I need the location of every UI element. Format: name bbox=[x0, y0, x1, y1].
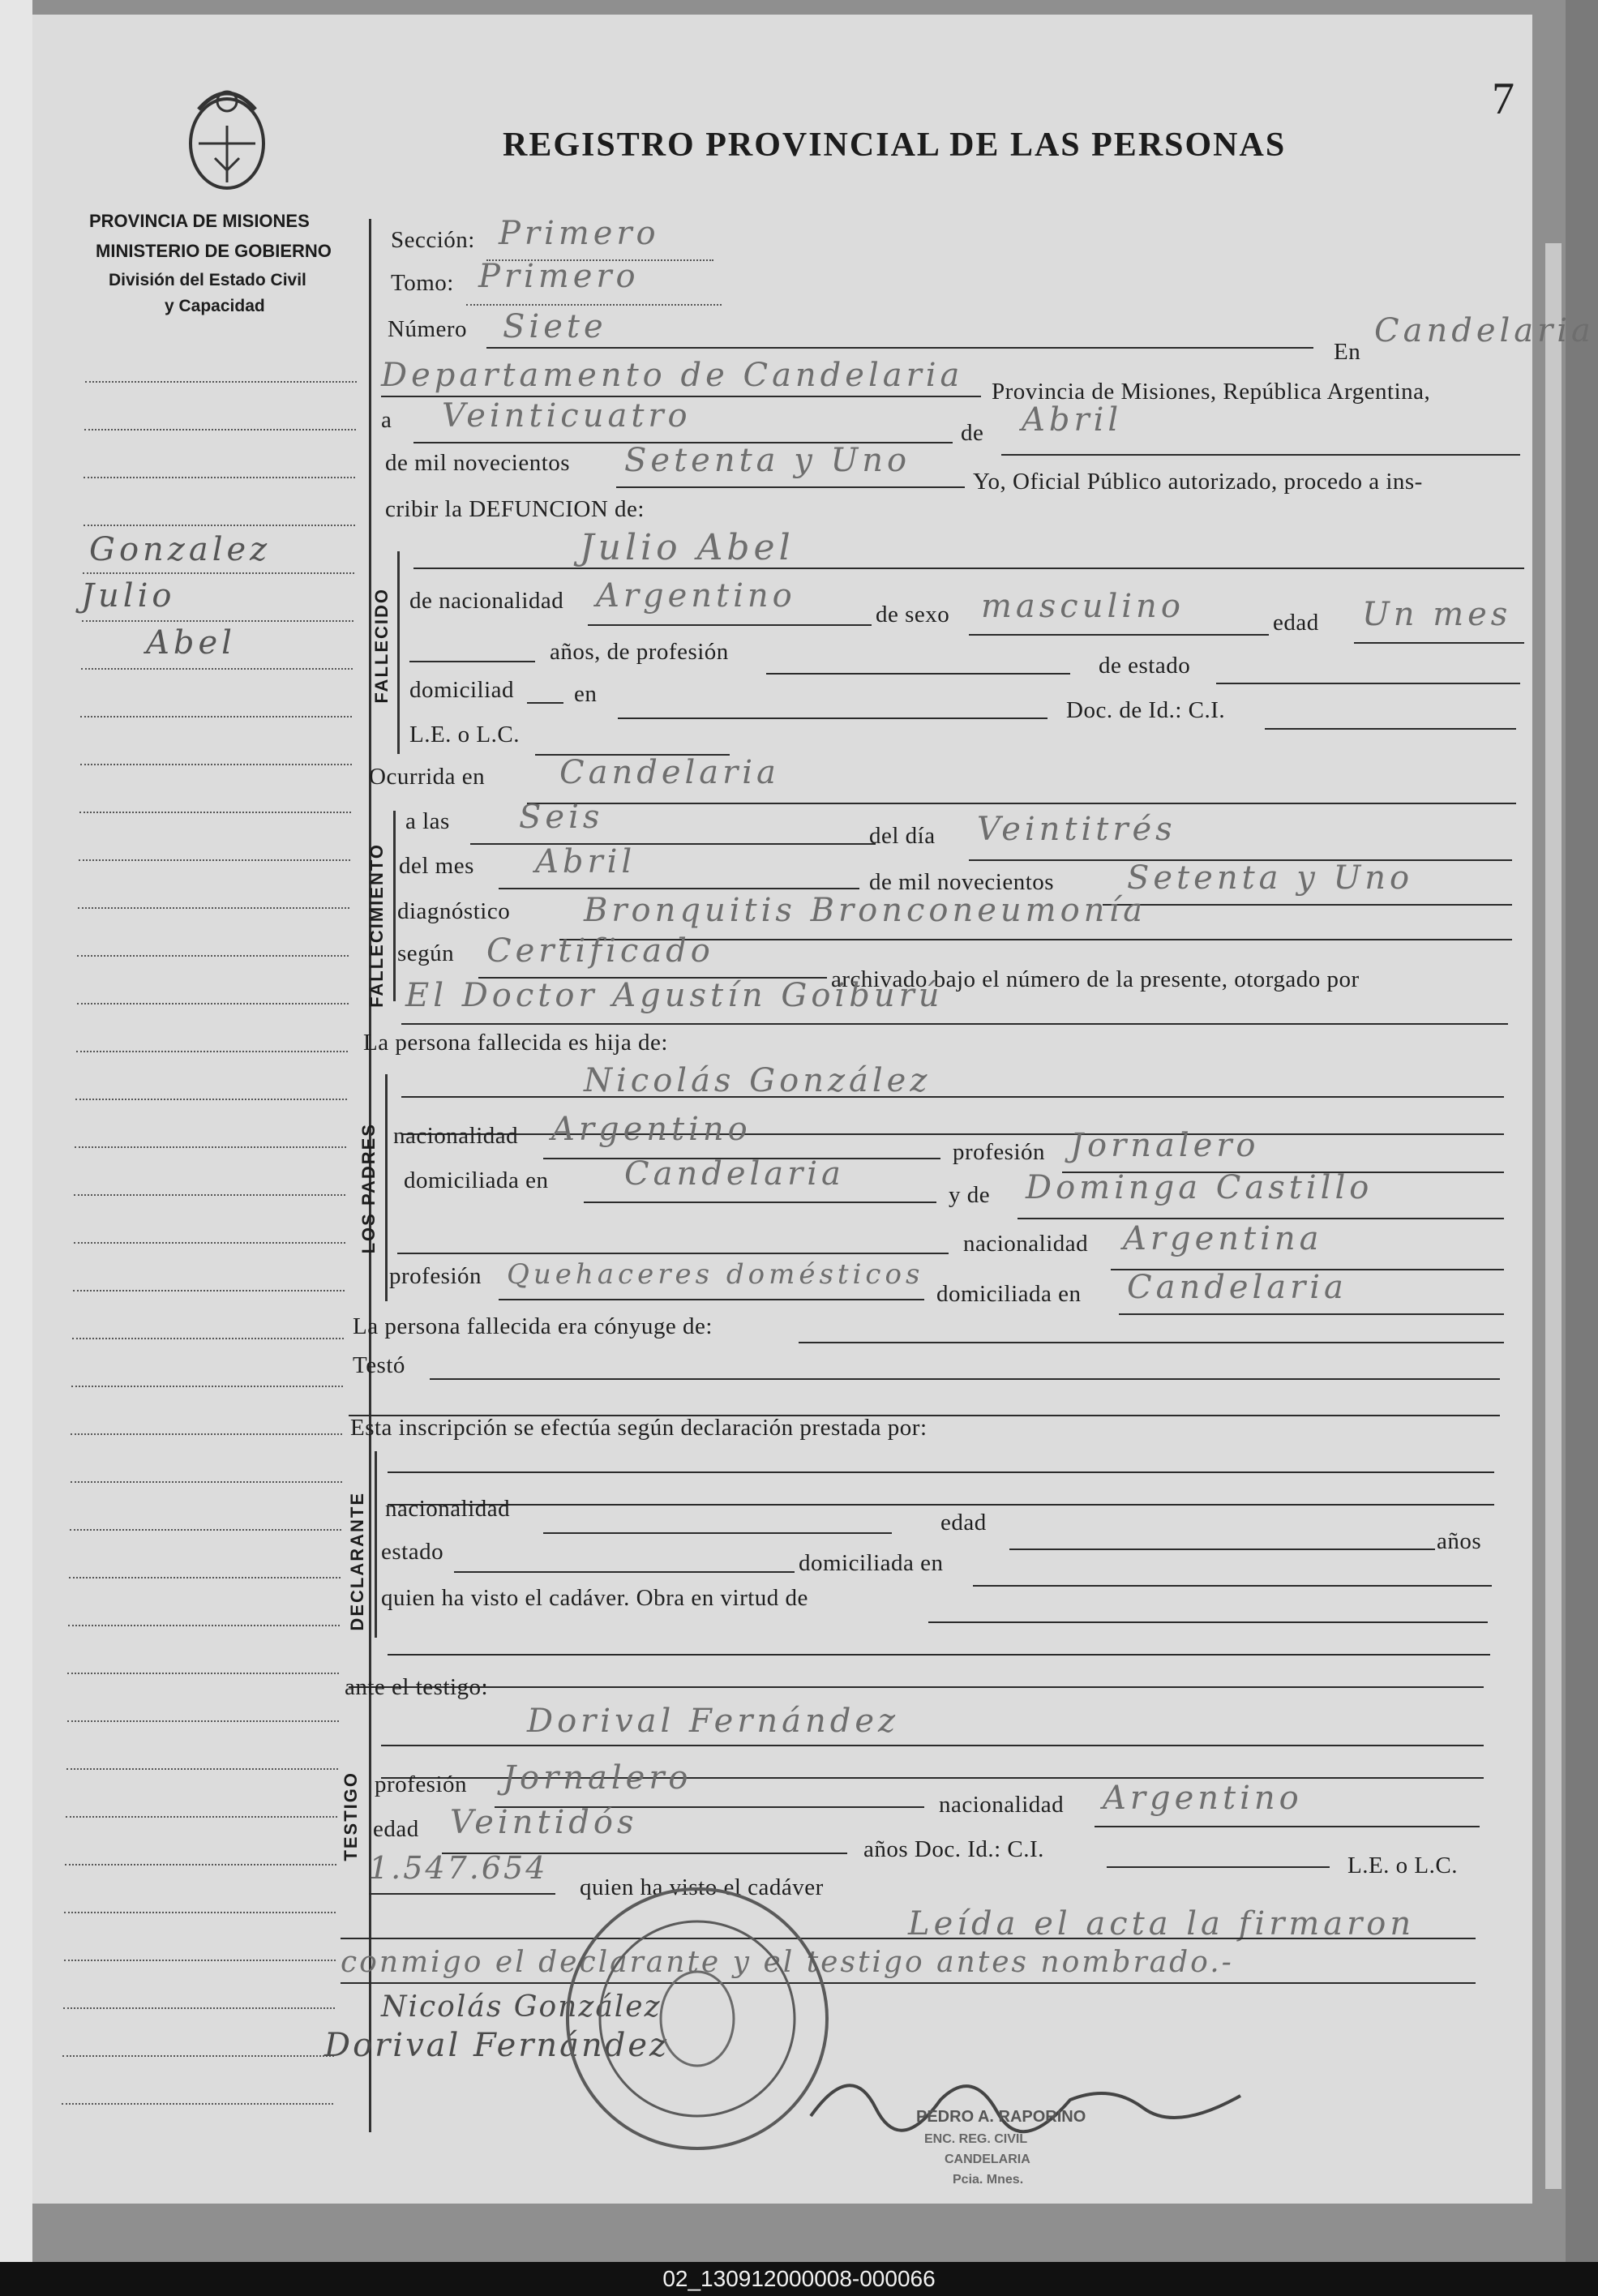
value-testigo-ci: 1.547.654 bbox=[369, 1850, 548, 1886]
margin-name-1: Julio bbox=[81, 577, 176, 615]
margin-dotted-line bbox=[62, 2055, 334, 2057]
line-numero bbox=[486, 347, 1313, 349]
line-tomo bbox=[466, 304, 722, 306]
org-line-3: División del Estado Civil bbox=[109, 271, 306, 289]
margin-dotted-line bbox=[78, 907, 349, 909]
value-nacionalidad: Argentino bbox=[596, 577, 796, 615]
value-sexo: masculino bbox=[981, 588, 1185, 625]
margin-dotted-line bbox=[63, 2007, 335, 2009]
value-numero: Siete bbox=[503, 308, 607, 345]
margin-dotted-line bbox=[62, 2103, 333, 2105]
value-madre-domicilio: Candelaria bbox=[1127, 1269, 1347, 1306]
stamp-officer-name: PEDRO A. RAPORINO bbox=[916, 2108, 1086, 2126]
value-mes: Abril bbox=[1022, 401, 1123, 439]
value-dia: Veinticuatro bbox=[442, 397, 692, 435]
line-testigo-ci-number bbox=[369, 1893, 555, 1895]
label-anos-declarante: años bbox=[1437, 1528, 1482, 1554]
margin-dotted-line bbox=[77, 1003, 349, 1004]
margin-dotted-line bbox=[66, 1816, 337, 1818]
margin-dotted-line bbox=[64, 1960, 336, 1961]
label-nacionalidad-declarante: nacionalidad bbox=[385, 1496, 511, 1522]
value-hora: Seis bbox=[519, 799, 604, 836]
line-madre-2 bbox=[397, 1253, 949, 1254]
declarante-bracket bbox=[375, 1451, 377, 1638]
line-anio-fallec bbox=[1103, 904, 1512, 906]
label-profesion-testigo: profesión bbox=[375, 1771, 468, 1797]
image-id-footer: 02_130912000008-000066 bbox=[0, 2262, 1598, 2296]
value-edad: Un mes bbox=[1362, 596, 1512, 633]
value-madre-nacionalidad: Argentina bbox=[1123, 1220, 1323, 1257]
label-nacionalidad-de: de nacionalidad bbox=[409, 588, 564, 614]
line-padre bbox=[401, 1096, 1504, 1098]
margin-dotted-line bbox=[75, 1146, 346, 1148]
line-declarante-domicilio bbox=[973, 1585, 1492, 1587]
margin-dotted-line bbox=[70, 1529, 341, 1531]
label-edad-declarante: edad bbox=[940, 1510, 987, 1536]
page-edge bbox=[1545, 243, 1562, 2189]
label-ocurrida: Ocurrida en bbox=[369, 764, 486, 790]
label-nacionalidad-testigo: nacionalidad bbox=[939, 1792, 1065, 1818]
line-declarante-edad bbox=[1009, 1549, 1435, 1550]
value-seccion: Primero bbox=[499, 215, 660, 252]
label-domiciliada-madre: domiciliada en bbox=[936, 1281, 1082, 1307]
label-numero: Número bbox=[388, 316, 468, 342]
side-label-testigo: TESTIGO bbox=[341, 1771, 361, 1861]
margin-dotted-line bbox=[85, 381, 357, 383]
label-conyuge: La persona fallecida era cónyuge de: bbox=[353, 1313, 713, 1339]
line-madre-profesion bbox=[499, 1299, 924, 1300]
line-declarante-nombre-2 bbox=[388, 1504, 1494, 1506]
label-del-dia: del día bbox=[869, 823, 936, 849]
value-padre-domicilio: Candelaria bbox=[624, 1155, 845, 1193]
label-seccion: Sección: bbox=[391, 227, 475, 253]
value-anio-fallec: Setenta y Uno bbox=[1127, 859, 1414, 897]
line-declarante-estado bbox=[454, 1571, 795, 1573]
side-label-padres: LOS PADRES bbox=[358, 1123, 379, 1254]
signature-testigo: Dorival Fernández bbox=[324, 2027, 670, 2064]
line-testo bbox=[430, 1378, 1500, 1380]
label-nacionalidad-padre: nacionalidad bbox=[393, 1123, 519, 1149]
line-declarante-nacionalidad bbox=[543, 1532, 892, 1534]
label-anos-profesion: años, de profesión bbox=[550, 639, 729, 665]
label-en: En bbox=[1334, 339, 1361, 365]
padres-bracket bbox=[385, 1074, 388, 1301]
label-anos-doc: años Doc. Id.: C.I. bbox=[863, 1836, 1044, 1862]
fallecido-bracket bbox=[397, 551, 400, 754]
value-cierre-2: conmigo el declarante y el testigo antes nombrado.- bbox=[341, 1946, 1234, 1979]
label-quien-visto-2: quien ha visto el cadáver bbox=[580, 1874, 824, 1900]
margin-dotted-line bbox=[84, 477, 355, 478]
value-testigo-profesion: Jornalero bbox=[503, 1759, 692, 1797]
margin-dotted-line bbox=[66, 1768, 338, 1770]
margin-dotted-line bbox=[80, 716, 352, 718]
value-ocurrida: Candelaria bbox=[559, 754, 780, 791]
margin-dotted-line bbox=[71, 1386, 343, 1387]
label-le-lc-testigo: L.E. o L.C. bbox=[1347, 1853, 1458, 1878]
value-anio: Setenta y Uno bbox=[624, 442, 911, 479]
line-cierre-1 bbox=[341, 1938, 1476, 1939]
value-departamento: Departamento de Candelaria bbox=[381, 357, 964, 394]
label-testo: Testó bbox=[353, 1352, 405, 1378]
label-domiciliad: domiciliad bbox=[409, 677, 515, 703]
line-testigo-nombre bbox=[381, 1745, 1484, 1746]
value-en: Candelaria bbox=[1374, 312, 1595, 349]
margin-dotted-line bbox=[69, 1577, 341, 1578]
line-sexo bbox=[969, 634, 1269, 636]
line-anio bbox=[616, 486, 965, 488]
org-line-2: MINISTERIO DE GOBIERNO bbox=[96, 241, 332, 261]
line-testigo-ci bbox=[1107, 1866, 1330, 1868]
label-segun: según bbox=[397, 940, 455, 966]
value-testigo-nombre: Dorival Fernández bbox=[527, 1703, 900, 1740]
line-otorgado-por bbox=[401, 1023, 1508, 1025]
label-de-mil-2: de mil novecientos bbox=[869, 869, 1055, 895]
stamp-officer-province: Pcia. Mnes. bbox=[953, 2173, 1024, 2187]
line-ci bbox=[1265, 728, 1516, 730]
value-testigo-nacionalidad: Argentino bbox=[1103, 1780, 1303, 1817]
label-domiciliada-padre: domiciliada en bbox=[404, 1167, 549, 1193]
label-profesion-madre: profesión bbox=[389, 1263, 482, 1289]
margin-dotted-line bbox=[80, 764, 352, 765]
margin-dotted-line bbox=[83, 572, 354, 574]
stamp-officer-place: CANDELARIA bbox=[945, 2152, 1030, 2166]
value-otorgado-por: El Doctor Agustín Goiburú bbox=[405, 977, 944, 1014]
margin-dotted-line bbox=[79, 859, 350, 861]
side-label-fallecimiento: FALLECIMIENTO bbox=[366, 843, 387, 1008]
label-de-mil: de mil novecientos bbox=[385, 450, 571, 476]
value-padre: Nicolás González bbox=[584, 1062, 932, 1099]
margin-dotted-line bbox=[75, 1099, 347, 1100]
line-padre-domicilio bbox=[584, 1202, 936, 1203]
margin-dotted-line bbox=[71, 1481, 342, 1483]
margin-dotted-line bbox=[84, 429, 356, 430]
margin-dotted-line bbox=[64, 1912, 336, 1913]
line-mes-fallec bbox=[499, 888, 859, 889]
line-hora bbox=[470, 843, 876, 845]
line-fallecido-nombre bbox=[413, 568, 1524, 569]
value-segun: Certificado bbox=[486, 932, 714, 970]
line-madre-domicilio bbox=[1119, 1313, 1504, 1315]
line-conyuge bbox=[799, 1342, 1504, 1343]
margin-dotted-line bbox=[71, 1433, 342, 1435]
label-domiciliada-declarante: domiciliada en bbox=[799, 1550, 944, 1576]
margin-dotted-line bbox=[81, 668, 353, 670]
coat-of-arms-emblem bbox=[182, 77, 272, 199]
margin-dotted-line bbox=[72, 1338, 344, 1339]
label-inscribir: cribir la DEFUNCION de: bbox=[385, 496, 645, 522]
line-blank-2 bbox=[349, 1686, 1484, 1688]
label-sexo: de sexo bbox=[876, 602, 950, 628]
label-del-mes: del mes bbox=[399, 853, 474, 879]
label-provincia: Provincia de Misiones, República Argentina, bbox=[992, 379, 1431, 405]
margin-dotted-line bbox=[73, 1290, 345, 1292]
label-profesion-padre: profesión bbox=[953, 1139, 1046, 1165]
label-y-de: y de bbox=[949, 1182, 991, 1208]
line-profesion bbox=[766, 673, 1070, 675]
label-a: a bbox=[381, 407, 392, 433]
stamp-officer-title: ENC. REG. CIVIL bbox=[924, 2132, 1028, 2146]
label-tomo: Tomo: bbox=[391, 270, 454, 296]
org-line-1: PROVINCIA DE MISIONES bbox=[89, 211, 310, 231]
margin-name-2: Abel bbox=[146, 624, 236, 662]
line-ocurrida bbox=[527, 803, 1516, 804]
margin-dotted-line bbox=[67, 1673, 339, 1674]
margin-dotted-line bbox=[82, 620, 353, 622]
signature-declarante: Nicolás González bbox=[381, 1990, 662, 2024]
margin-dotted-line bbox=[67, 1720, 339, 1722]
line-domicilio bbox=[618, 718, 1047, 719]
label-archivado: archivado bajo el número de la presente, otorgado por bbox=[831, 966, 1360, 992]
line-obra-virtud bbox=[928, 1621, 1488, 1623]
label-diagnostico: diagnóstico bbox=[397, 898, 511, 924]
value-tomo: Primero bbox=[478, 258, 640, 295]
label-estado-declarante: estado bbox=[381, 1539, 444, 1565]
value-dia-fallec: Veintitrés bbox=[977, 811, 1176, 848]
margin-dotted-line bbox=[84, 525, 355, 526]
margin-dotted-line bbox=[74, 1194, 345, 1196]
margin-dotted-line bbox=[74, 1242, 345, 1244]
value-madre-profesion: Quehaceres domésticos bbox=[507, 1258, 924, 1291]
value-fallecido-nombre: Julio Abel bbox=[580, 527, 795, 568]
value-mes-fallec: Abril bbox=[535, 843, 636, 880]
label-de-estado: de estado bbox=[1099, 653, 1191, 679]
value-padre-profesion: Jornalero bbox=[1070, 1127, 1260, 1164]
left-background bbox=[0, 0, 32, 2262]
label-doc-id: Doc. de Id.: C.I. bbox=[1066, 697, 1226, 723]
line-nacionalidad bbox=[588, 624, 872, 626]
official-round-seal bbox=[559, 1881, 835, 2157]
label-hija-de: La persona fallecida es hija de: bbox=[363, 1030, 668, 1056]
label-nacionalidad-madre: nacionalidad bbox=[963, 1231, 1089, 1257]
line-domiciliad-suffix bbox=[527, 702, 563, 704]
margin-surname: Gonzalez bbox=[89, 531, 272, 568]
value-cierre-1: Leída el acta la firmaron bbox=[908, 1905, 1416, 1943]
value-madre: Dominga Castillo bbox=[1026, 1169, 1373, 1206]
label-de: de bbox=[961, 420, 984, 446]
line-mes bbox=[1001, 454, 1520, 456]
line-cierre-2 bbox=[341, 1982, 1476, 1984]
margin-dotted-line bbox=[79, 812, 351, 813]
side-label-fallecido: FALLECIDO bbox=[371, 588, 392, 704]
value-testigo-edad: Veintidós bbox=[450, 1804, 638, 1841]
value-diagnostico: Bronquitis Bronconeumonía bbox=[584, 892, 1147, 929]
label-ante-testigo: ante el testigo: bbox=[345, 1674, 489, 1700]
line-obra-virtud-2 bbox=[388, 1654, 1490, 1656]
line-anos bbox=[409, 661, 535, 662]
label-a-las: a las bbox=[405, 808, 450, 834]
margin-dotted-line bbox=[76, 1051, 348, 1052]
label-en-domicilio: en bbox=[574, 681, 598, 707]
label-yo-oficial: Yo, Oficial Público autorizado, procedo a ins- bbox=[973, 469, 1423, 495]
margin-dotted-line bbox=[68, 1625, 340, 1626]
officer-signature bbox=[803, 2051, 1257, 2148]
label-edad-testigo: edad bbox=[373, 1816, 419, 1842]
line-estado bbox=[1216, 683, 1520, 684]
page-number: 7 bbox=[1492, 74, 1514, 124]
label-quien-visto: quien ha visto el cadáver. Obra en virtud de bbox=[381, 1585, 808, 1611]
label-edad: edad bbox=[1273, 610, 1319, 636]
margin-dotted-line bbox=[65, 1864, 336, 1866]
side-label-declarante: DECLARANTE bbox=[347, 1492, 367, 1631]
line-madre bbox=[1017, 1218, 1504, 1219]
margin-dotted-line bbox=[77, 955, 349, 957]
label-le-lc: L.E. o L.C. bbox=[409, 722, 520, 747]
label-inscripcion: Esta inscripción se efectúa según declaración prestada por: bbox=[350, 1415, 928, 1441]
value-padre-nacionalidad: Argentino bbox=[551, 1111, 752, 1148]
line-edad bbox=[1354, 642, 1524, 644]
org-line-4: y Capacidad bbox=[165, 297, 265, 315]
fallecimiento-bracket bbox=[393, 811, 396, 1001]
line-declarante-nombre bbox=[388, 1471, 1494, 1473]
line-testigo-nacionalidad bbox=[1095, 1826, 1480, 1827]
page-title: REGISTRO PROVINCIAL DE LAS PERSONAS bbox=[503, 126, 1287, 164]
